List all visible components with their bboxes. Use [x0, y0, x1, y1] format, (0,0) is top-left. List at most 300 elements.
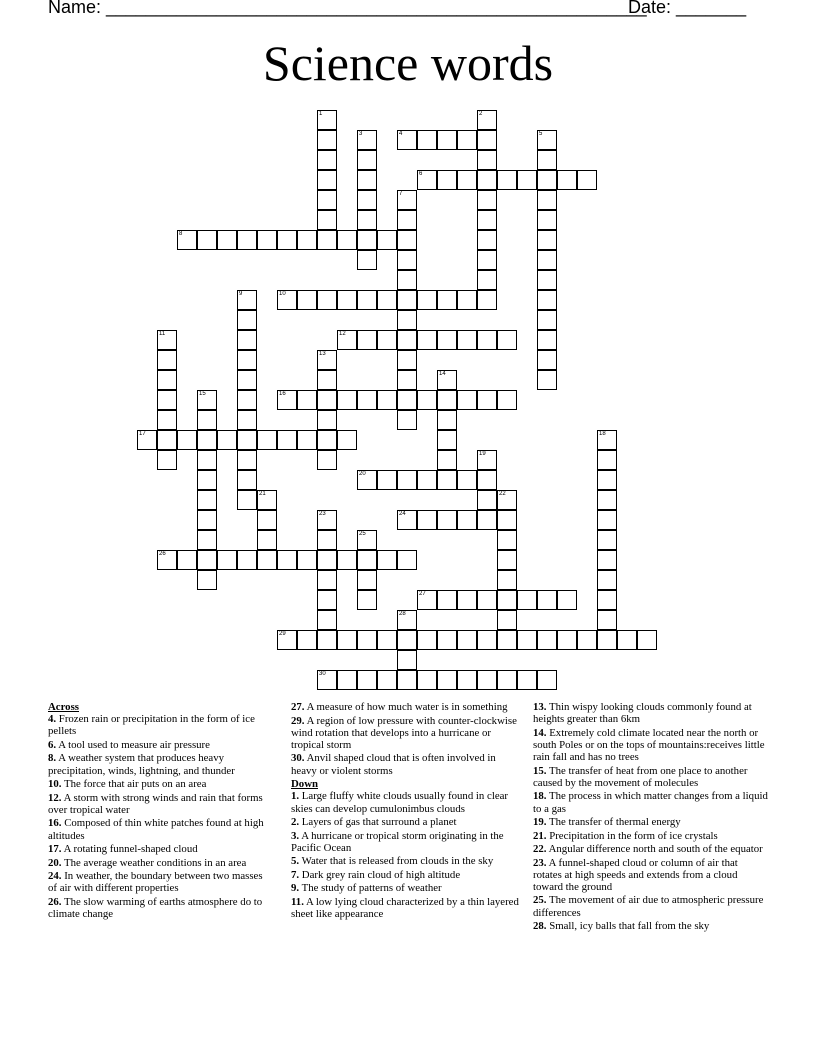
- grid-cell[interactable]: [157, 430, 177, 450]
- grid-cell[interactable]: [437, 170, 457, 190]
- grid-cell[interactable]: [537, 130, 557, 150]
- clue-number: 22: [499, 491, 506, 497]
- grid-cell[interactable]: [317, 390, 337, 410]
- across-clue-list-continued: [291, 701, 521, 777]
- grid-cell[interactable]: [357, 250, 377, 270]
- grid-cell[interactable]: [397, 250, 417, 270]
- clue-item: [48, 752, 273, 776]
- clue-item-text: Frozen rain or precipitation in the form of ice pellets: [48, 713, 255, 738]
- grid-cell[interactable]: [357, 190, 377, 210]
- grid-cell[interactable]: [237, 370, 257, 390]
- grid-cell[interactable]: [197, 410, 217, 430]
- grid-cell[interactable]: [317, 350, 337, 370]
- grid-cell[interactable]: [197, 530, 217, 550]
- grid-cell[interactable]: [337, 290, 357, 310]
- clue-item: [291, 896, 521, 920]
- grid-cell[interactable]: [497, 390, 517, 410]
- grid-cell[interactable]: [537, 670, 557, 690]
- grid-cell[interactable]: [277, 290, 297, 310]
- grid-cell[interactable]: [577, 170, 597, 190]
- grid-cell[interactable]: [497, 490, 517, 510]
- grid-cell[interactable]: [317, 410, 337, 430]
- grid-cell[interactable]: [377, 290, 397, 310]
- clue-item-text: Layers of gas that surround a planet: [299, 816, 457, 829]
- grid-cell[interactable]: [317, 190, 337, 210]
- clue-number: 10: [279, 291, 286, 297]
- grid-cell[interactable]: [197, 570, 217, 590]
- clues-column-1: [48, 701, 273, 921]
- grid-cell[interactable]: [457, 290, 477, 310]
- grid-cell[interactable]: [377, 330, 397, 350]
- grid-cell[interactable]: [497, 570, 517, 590]
- grid-cell[interactable]: [437, 130, 457, 150]
- grid-cell[interactable]: [637, 630, 657, 650]
- grid-cell[interactable]: [257, 490, 277, 510]
- grid-cell[interactable]: [457, 470, 477, 490]
- grid-cell[interactable]: [317, 530, 337, 550]
- grid-cell[interactable]: [437, 670, 457, 690]
- clue-item-number: 12.: [48, 791, 62, 804]
- clue-number: 13: [319, 351, 326, 357]
- grid-cell[interactable]: [317, 590, 337, 610]
- grid-cell[interactable]: [397, 190, 417, 210]
- clue-item-text: The study of patterns of weather: [299, 882, 442, 895]
- clue-item-number: 2.: [291, 816, 300, 829]
- grid-cell[interactable]: [317, 230, 337, 250]
- grid-cell[interactable]: [437, 590, 457, 610]
- grid-cell[interactable]: [377, 670, 397, 690]
- grid-cell[interactable]: [157, 370, 177, 390]
- grid-cell[interactable]: [597, 570, 617, 590]
- grid-cell[interactable]: [457, 630, 477, 650]
- grid-cell[interactable]: [157, 390, 177, 410]
- clue-number: 9: [239, 291, 243, 297]
- grid-cell[interactable]: [597, 630, 617, 650]
- clues-column-2: [291, 701, 521, 921]
- grid-cell[interactable]: [477, 190, 497, 210]
- grid-cell[interactable]: [397, 330, 417, 350]
- grid-cell[interactable]: [217, 550, 237, 570]
- grid-cell[interactable]: [477, 630, 497, 650]
- grid-cell[interactable]: [277, 390, 297, 410]
- clue-item-number: 3.: [291, 829, 300, 842]
- grid-cell[interactable]: [357, 570, 377, 590]
- grid-cell[interactable]: [557, 170, 577, 190]
- grid-cell[interactable]: [417, 630, 437, 650]
- clue-item: [291, 869, 521, 881]
- grid-cell[interactable]: [237, 490, 257, 510]
- grid-cell[interactable]: [297, 390, 317, 410]
- grid-cell[interactable]: [437, 450, 457, 470]
- grid-cell[interactable]: [497, 670, 517, 690]
- clue-item-number: 15.: [533, 764, 547, 777]
- grid-cell[interactable]: [397, 550, 417, 570]
- grid-cell[interactable]: [397, 270, 417, 290]
- grid-cell[interactable]: [177, 230, 197, 250]
- grid-cell[interactable]: [497, 330, 517, 350]
- clue-item: [291, 701, 521, 713]
- grid-cell[interactable]: [597, 530, 617, 550]
- grid-cell[interactable]: [397, 350, 417, 370]
- grid-cell[interactable]: [357, 130, 377, 150]
- grid-cell[interactable]: [397, 390, 417, 410]
- grid-cell[interactable]: [437, 330, 457, 350]
- grid-cell[interactable]: [597, 490, 617, 510]
- grid-cell[interactable]: [477, 130, 497, 150]
- clue-number: 19: [479, 451, 486, 457]
- grid-cell[interactable]: [517, 170, 537, 190]
- clue-item-number: 19.: [533, 816, 547, 829]
- grid-cell[interactable]: [477, 290, 497, 310]
- grid-cell[interactable]: [437, 370, 457, 390]
- grid-cell[interactable]: [357, 330, 377, 350]
- grid-cell[interactable]: [437, 390, 457, 410]
- grid-cell[interactable]: [477, 330, 497, 350]
- grid-cell[interactable]: [477, 390, 497, 410]
- clue-item: [291, 855, 521, 867]
- grid-cell[interactable]: [537, 290, 557, 310]
- grid-cell[interactable]: [277, 430, 297, 450]
- clue-item: [291, 790, 521, 814]
- grid-cell[interactable]: [517, 590, 537, 610]
- grid-cell[interactable]: [197, 490, 217, 510]
- grid-cell[interactable]: [497, 590, 517, 610]
- clue-number: 12: [339, 331, 346, 337]
- grid-cell[interactable]: [317, 130, 337, 150]
- grid-cell[interactable]: [417, 390, 437, 410]
- grid-cell[interactable]: [157, 410, 177, 430]
- grid-cell[interactable]: [477, 250, 497, 270]
- grid-cell[interactable]: [477, 470, 497, 490]
- grid-cell[interactable]: [257, 530, 277, 550]
- grid-cell[interactable]: [217, 230, 237, 250]
- grid-cell[interactable]: [417, 130, 437, 150]
- grid-cell[interactable]: [197, 230, 217, 250]
- grid-cell[interactable]: [477, 590, 497, 610]
- grid-cell[interactable]: [317, 550, 337, 570]
- grid-cell[interactable]: [377, 550, 397, 570]
- grid-cell[interactable]: [477, 270, 497, 290]
- grid-cell[interactable]: [357, 150, 377, 170]
- grid-cell[interactable]: [357, 170, 377, 190]
- grid-cell[interactable]: [337, 330, 357, 350]
- grid-cell[interactable]: [377, 630, 397, 650]
- grid-cell[interactable]: [577, 630, 597, 650]
- grid-cell[interactable]: [357, 470, 377, 490]
- grid-cell[interactable]: [297, 630, 317, 650]
- grid-cell[interactable]: [537, 250, 557, 270]
- grid-cell[interactable]: [157, 350, 177, 370]
- grid-cell[interactable]: [277, 230, 297, 250]
- clue-number: 28: [399, 611, 406, 617]
- grid-cell[interactable]: [257, 430, 277, 450]
- grid-cell[interactable]: [237, 330, 257, 350]
- grid-cell[interactable]: [377, 470, 397, 490]
- grid-cell[interactable]: [477, 490, 497, 510]
- grid-cell[interactable]: [397, 510, 417, 530]
- clue-item: [48, 817, 273, 841]
- clue-item-number: 25.: [533, 894, 547, 907]
- grid-cell[interactable]: [517, 670, 537, 690]
- grid-cell[interactable]: [337, 630, 357, 650]
- grid-cell[interactable]: [317, 450, 337, 470]
- grid-cell[interactable]: [457, 130, 477, 150]
- grid-cell[interactable]: [477, 670, 497, 690]
- grid-cell[interactable]: [457, 590, 477, 610]
- grid-cell[interactable]: [317, 430, 337, 450]
- grid-cell[interactable]: [417, 290, 437, 310]
- grid-cell[interactable]: [297, 290, 317, 310]
- grid-cell[interactable]: [537, 310, 557, 330]
- clue-item-number: 27.: [291, 701, 305, 713]
- clue-number: 2: [479, 111, 483, 117]
- grid-cell[interactable]: [317, 370, 337, 390]
- grid-cell[interactable]: [297, 230, 317, 250]
- grid-cell[interactable]: [357, 670, 377, 690]
- grid-cell[interactable]: [257, 510, 277, 530]
- grid-cell[interactable]: [537, 210, 557, 230]
- clue-item-text: In weather, the boundary between two masses of air with different properties: [48, 870, 263, 895]
- grid-cell[interactable]: [537, 230, 557, 250]
- grid-cell[interactable]: [497, 510, 517, 530]
- clue-item-text: Dark grey rain cloud of high altitude: [299, 868, 461, 881]
- grid-cell[interactable]: [357, 590, 377, 610]
- grid-cell[interactable]: [537, 150, 557, 170]
- grid-cell[interactable]: [477, 210, 497, 230]
- grid-cell[interactable]: [397, 210, 417, 230]
- grid-cell[interactable]: [157, 550, 177, 570]
- grid-cell[interactable]: [137, 430, 157, 450]
- grid-cell[interactable]: [197, 470, 217, 490]
- grid-cell[interactable]: [357, 230, 377, 250]
- grid-cell[interactable]: [477, 230, 497, 250]
- grid-cell[interactable]: [537, 350, 557, 370]
- grid-cell[interactable]: [597, 550, 617, 570]
- grid-cell[interactable]: [317, 110, 337, 130]
- clue-item-number: 20.: [48, 856, 62, 869]
- grid-cell[interactable]: [597, 510, 617, 530]
- grid-cell[interactable]: [537, 590, 557, 610]
- grid-cell[interactable]: [277, 630, 297, 650]
- grid-cell[interactable]: [337, 230, 357, 250]
- grid-cell[interactable]: [237, 230, 257, 250]
- grid-cell[interactable]: [457, 330, 477, 350]
- grid-cell[interactable]: [357, 530, 377, 550]
- grid-cell[interactable]: [497, 530, 517, 550]
- clue-number: 6: [419, 171, 423, 177]
- grid-cell[interactable]: [597, 450, 617, 470]
- clue-item-text: A tool used to measure air pressure: [56, 738, 210, 751]
- clue-item: [291, 715, 521, 752]
- grid-cell[interactable]: [537, 630, 557, 650]
- clue-item-number: 11.: [291, 895, 304, 908]
- grid-cell[interactable]: [417, 590, 437, 610]
- grid-cell[interactable]: [397, 410, 417, 430]
- grid-cell[interactable]: [397, 370, 417, 390]
- grid-cell[interactable]: [317, 570, 337, 590]
- grid-cell[interactable]: [337, 670, 357, 690]
- clue-item: [48, 870, 273, 894]
- grid-cell[interactable]: [197, 390, 217, 410]
- grid-cell[interactable]: [317, 170, 337, 190]
- grid-cell[interactable]: [317, 670, 337, 690]
- grid-cell[interactable]: [317, 150, 337, 170]
- grid-cell[interactable]: [357, 210, 377, 230]
- grid-cell[interactable]: [477, 150, 497, 170]
- grid-cell[interactable]: [197, 430, 217, 450]
- date-field[interactable]: Date: _______: [628, 0, 747, 17]
- clue-item-text: A weather system that produces heavy precipitation, winds, lightning, and thunder: [48, 752, 235, 777]
- grid-cell[interactable]: [417, 670, 437, 690]
- grid-cell[interactable]: [357, 290, 377, 310]
- grid-cell[interactable]: [357, 630, 377, 650]
- grid-cell[interactable]: [497, 610, 517, 630]
- grid-cell[interactable]: [497, 170, 517, 190]
- clue-item-number: 26.: [48, 895, 62, 908]
- clue-item-text: Thin wispy looking clouds commonly found at heights greater than 6km: [533, 701, 752, 726]
- grid-cell[interactable]: [377, 230, 397, 250]
- grid-cell[interactable]: [417, 170, 437, 190]
- clue-number: 21: [259, 491, 266, 497]
- grid-cell[interactable]: [317, 630, 337, 650]
- clue-item-text: Composed of thin white patches found at high altitudes: [48, 817, 264, 842]
- grid-cell[interactable]: [457, 670, 477, 690]
- grid-cell[interactable]: [477, 110, 497, 130]
- page-title: Science words: [262, 35, 554, 91]
- grid-cell[interactable]: [337, 390, 357, 410]
- grid-cell[interactable]: [237, 430, 257, 450]
- grid-cell[interactable]: [397, 290, 417, 310]
- grid-cell[interactable]: [237, 550, 257, 570]
- clue-item: [533, 727, 768, 764]
- clue-item-number: 5.: [291, 855, 300, 868]
- clue-item-text: A funnel-shaped cloud or column of air that rotates at high speeds and extends from a cloud toward the ground: [533, 856, 738, 893]
- grid-cell[interactable]: [457, 170, 477, 190]
- grid-cell[interactable]: [537, 330, 557, 350]
- grid-cell[interactable]: [237, 290, 257, 310]
- grid-cell[interactable]: [277, 550, 297, 570]
- grid-cell[interactable]: [177, 550, 197, 570]
- grid-cell[interactable]: [617, 630, 637, 650]
- grid-cell[interactable]: [597, 590, 617, 610]
- grid-cell[interactable]: [197, 450, 217, 470]
- name-field[interactable]: Name: ______________________________________________________: [48, 0, 647, 17]
- grid-cell[interactable]: [237, 310, 257, 330]
- grid-cell[interactable]: [397, 670, 417, 690]
- clue-item: [291, 816, 521, 828]
- clue-item-number: 13.: [533, 701, 547, 713]
- grid-cell[interactable]: [317, 510, 337, 530]
- grid-cell[interactable]: [497, 630, 517, 650]
- grid-cell[interactable]: [237, 390, 257, 410]
- grid-cell[interactable]: [437, 410, 457, 430]
- grid-cell[interactable]: [437, 470, 457, 490]
- clue-number: 16: [279, 391, 286, 397]
- grid-cell[interactable]: [477, 170, 497, 190]
- grid-cell[interactable]: [597, 470, 617, 490]
- grid-cell[interactable]: [457, 510, 477, 530]
- grid-cell[interactable]: [397, 650, 417, 670]
- grid-cell[interactable]: [397, 230, 417, 250]
- grid-cell[interactable]: [197, 550, 217, 570]
- grid-cell[interactable]: [157, 330, 177, 350]
- clue-item-text: Precipitation in the form of ice crystals: [546, 829, 718, 842]
- clue-item-number: 30.: [291, 752, 305, 765]
- grid-cell[interactable]: [397, 630, 417, 650]
- grid-cell[interactable]: [537, 370, 557, 390]
- clue-item-number: 18.: [533, 790, 547, 803]
- clue-item-text: Anvil shaped cloud that is often involved in heavy or violent storms: [291, 752, 496, 777]
- grid-cell[interactable]: [397, 310, 417, 330]
- grid-cell[interactable]: [217, 430, 237, 450]
- grid-cell[interactable]: [397, 130, 417, 150]
- grid-cell[interactable]: [417, 510, 437, 530]
- grid-cell[interactable]: [457, 390, 477, 410]
- grid-cell[interactable]: [237, 350, 257, 370]
- clue-number: 4: [399, 131, 403, 137]
- across-heading: Across: [48, 701, 79, 713]
- grid-cell[interactable]: [357, 390, 377, 410]
- grid-cell[interactable]: [177, 430, 197, 450]
- clue-item-text: A region of low pressure with counter-clockwise wind rotation that develops into a hurricane or tropical storm: [291, 714, 517, 751]
- clue-item-text: The movement of air due to atmospheric pressure differences: [533, 894, 764, 919]
- grid-cell[interactable]: [397, 610, 417, 630]
- grid-cell[interactable]: [297, 550, 317, 570]
- clue-item-text: A measure of how much water is in something: [304, 701, 508, 713]
- grid-cell[interactable]: [537, 190, 557, 210]
- clue-item-text: The slow warming of earths atmosphere do to climate change: [48, 895, 263, 920]
- grid-cell[interactable]: [497, 550, 517, 570]
- grid-cell[interactable]: [537, 170, 557, 190]
- grid-cell[interactable]: [317, 610, 337, 630]
- clue-item-number: 14.: [533, 726, 547, 739]
- grid-cell[interactable]: [237, 470, 257, 490]
- grid-cell[interactable]: [517, 630, 537, 650]
- grid-cell[interactable]: [477, 510, 497, 530]
- grid-cell[interactable]: [437, 630, 457, 650]
- grid-cell[interactable]: [157, 450, 177, 470]
- grid-cell[interactable]: [297, 430, 317, 450]
- grid-cell[interactable]: [397, 470, 417, 490]
- clue-item-number: 4.: [48, 713, 57, 726]
- grid-cell[interactable]: [337, 430, 357, 450]
- clue-number: 1: [319, 111, 323, 117]
- clue-item: [291, 882, 521, 894]
- grid-cell[interactable]: [597, 610, 617, 630]
- grid-cell[interactable]: [437, 290, 457, 310]
- grid-cell[interactable]: [337, 550, 357, 570]
- grid-cell[interactable]: [257, 230, 277, 250]
- grid-cell[interactable]: [437, 430, 457, 450]
- grid-cell[interactable]: [537, 270, 557, 290]
- grid-cell[interactable]: [437, 510, 457, 530]
- grid-cell[interactable]: [317, 210, 337, 230]
- grid-cell[interactable]: [557, 590, 577, 610]
- grid-cell[interactable]: [237, 410, 257, 430]
- grid-cell[interactable]: [237, 450, 257, 470]
- grid-cell[interactable]: [417, 330, 437, 350]
- grid-cell[interactable]: [477, 450, 497, 470]
- grid-cell[interactable]: [317, 290, 337, 310]
- grid-cell[interactable]: [417, 470, 437, 490]
- grid-cell[interactable]: [597, 430, 617, 450]
- grid-cell[interactable]: [257, 550, 277, 570]
- clue-item-number: 21.: [533, 829, 547, 842]
- grid-cell[interactable]: [357, 550, 377, 570]
- grid-cell[interactable]: [377, 390, 397, 410]
- grid-cell[interactable]: [557, 630, 577, 650]
- grid-cell[interactable]: [197, 510, 217, 530]
